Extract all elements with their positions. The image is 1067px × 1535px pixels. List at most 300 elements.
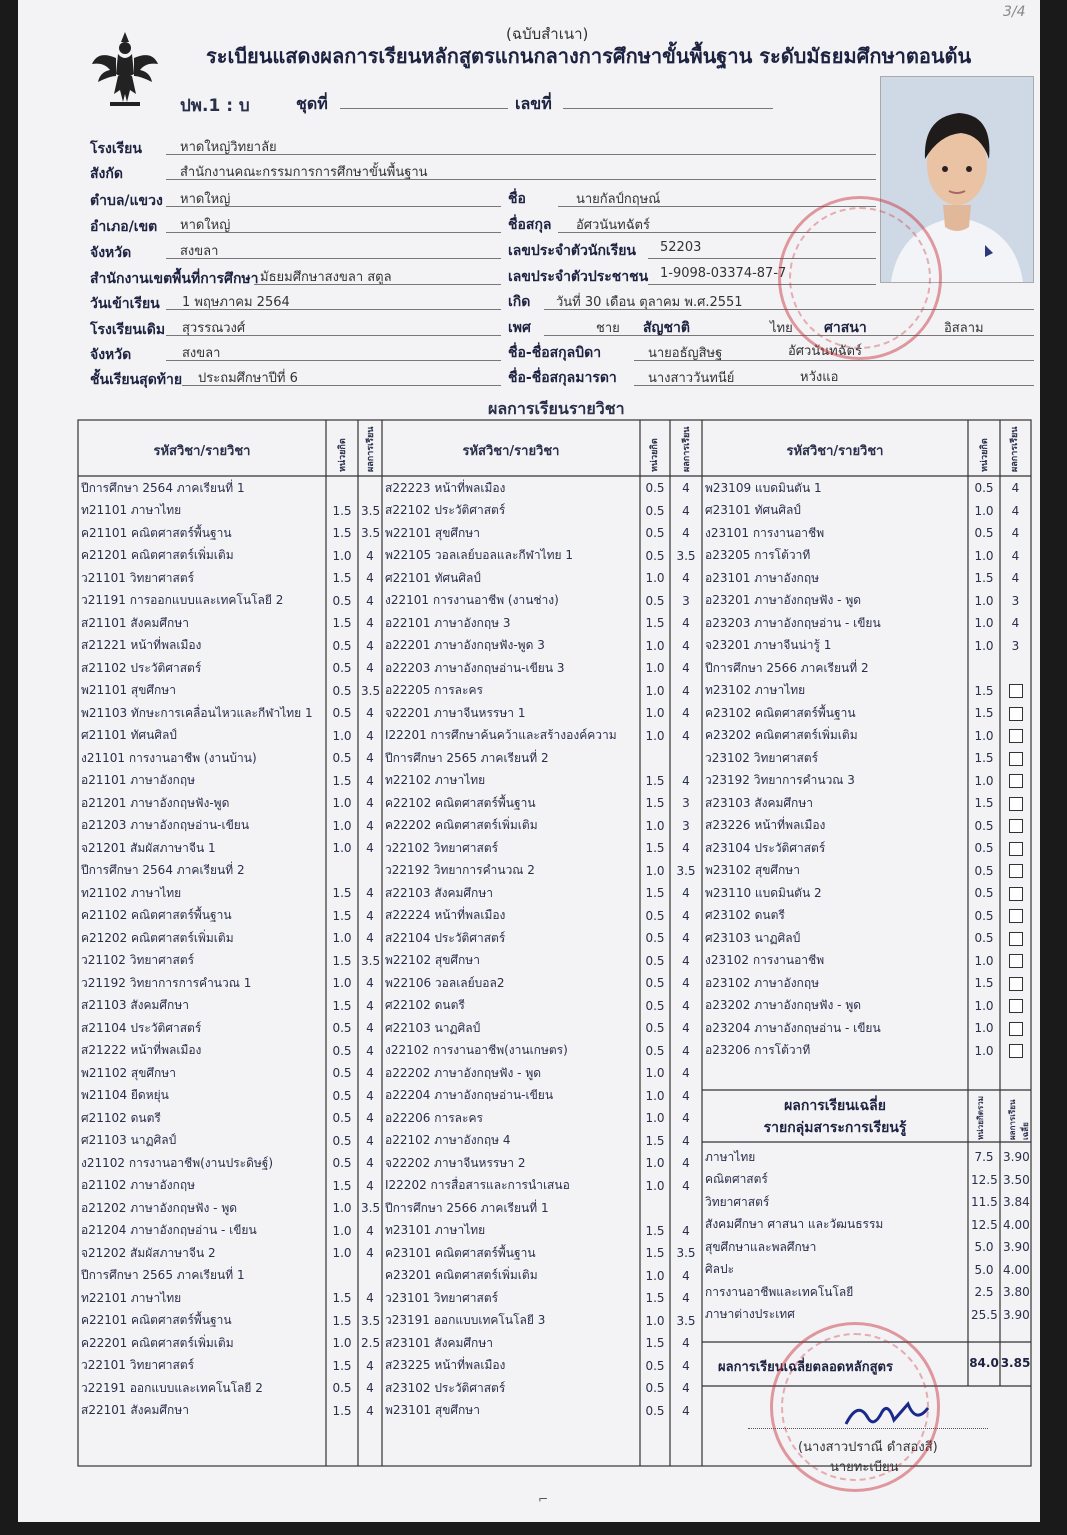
- subject-cell: ปีการศึกษา 2564 ภาคเรียนที่ 2: [81, 863, 245, 878]
- credit-cell: 1.5: [645, 1291, 665, 1306]
- grade-cell: [358, 1265, 382, 1288]
- grade-cell: 4: [366, 706, 374, 721]
- grade-cell: 4: [1011, 526, 1020, 541]
- grade-cell: [1000, 680, 1031, 703]
- grade-cell: 4: [682, 481, 690, 496]
- subject-cell: พ21103 ทักษะการเคลื่อนไหวและกีฬาไทย 1: [81, 705, 313, 720]
- subject-cell: ศ22101 ทัศนศิลป์: [385, 570, 481, 585]
- table-row: [382, 1130, 702, 1153]
- table-row: [78, 725, 382, 748]
- subject-cell: อ22205 การละคร: [385, 683, 483, 698]
- grade-cell: 4: [366, 571, 374, 586]
- province-value: สงขลา: [180, 244, 219, 259]
- credit-cell: 1.0: [332, 1246, 352, 1261]
- subject-cell: อ21204 ภาษาอังกฤษอ่าน - เขียน: [81, 1223, 257, 1238]
- grade-cell: 4: [366, 1156, 374, 1171]
- subject-cell: อ22201 ภาษาอังกฤษฟัง-พูด 3: [385, 638, 545, 653]
- table-row: [78, 1310, 382, 1333]
- col1-subject-header: รหัสวิชา/รายวิชา: [153, 444, 251, 459]
- table-row: [702, 792, 1031, 815]
- credit-cell: 1.0: [332, 1336, 352, 1351]
- subject-cell: อ22102 ภาษาอังกฤษ 4: [385, 1133, 511, 1148]
- subject-cell: ส23101 สังคมศึกษา: [385, 1335, 493, 1350]
- subject-cell: วิทยาศาสตร์: [705, 1194, 770, 1209]
- subject-cell: ส21221 หน้าที่พลเมือง: [81, 638, 202, 653]
- grade-cell: 4: [1011, 571, 1020, 586]
- table-row: [382, 1085, 702, 1108]
- prev-province-label: จังหวัด: [90, 347, 132, 363]
- subject-cell: ว22192 วิทยาการคำนวณ 2: [385, 863, 535, 878]
- nationality-value: ไทย: [770, 321, 793, 336]
- table-row: [78, 590, 382, 613]
- table-row: [78, 770, 382, 793]
- set-label: ชุดที่: [296, 94, 328, 113]
- subject-cell: ส21104 ประวัติศาสตร์: [81, 1020, 202, 1035]
- birth-value: วันที่ 30 เดือน ตุลาคม พ.ศ.2551: [556, 295, 743, 310]
- subject-cell: ท22102 ภาษาไทย: [385, 773, 486, 788]
- subject-cell: ศ23103 นาฏศิลป์: [705, 930, 801, 945]
- credit-cell: 1.0: [332, 841, 352, 856]
- religion-value: อิสลาม: [944, 321, 984, 336]
- grade-cell: 3.90: [1003, 1240, 1030, 1255]
- table-row: [702, 1281, 1031, 1304]
- subject-cell: ปีการศึกษา 2565 ภาคเรียนที่ 1: [81, 1268, 245, 1283]
- table-row: [78, 1287, 382, 1310]
- credit-cell: 0.5: [645, 976, 665, 991]
- credit-cell: 1.0: [645, 818, 665, 833]
- credit-cell: 0.5: [974, 481, 994, 496]
- credit-cell: 1.5: [332, 773, 352, 788]
- district-value: หาดใหญ่: [180, 218, 231, 233]
- table-row: [78, 1130, 382, 1153]
- empty-grade-box-icon: [1009, 752, 1023, 766]
- footer-mark-icon: ⌐: [538, 1492, 549, 1506]
- credit-cell: 0.5: [332, 1111, 352, 1126]
- credit-cell: 1.0: [974, 1043, 994, 1058]
- col2-grade-header: ผลการเรียน: [682, 426, 692, 472]
- subject-cell: อ22202 ภาษาอังกฤษฟัง - พูด: [385, 1065, 542, 1080]
- subdistrict-label: ตำบล/แขวง: [90, 193, 163, 209]
- grade-cell: 3: [682, 796, 690, 811]
- table-row: [382, 770, 702, 793]
- credit-cell: 1.0: [645, 683, 665, 698]
- table-row: [702, 747, 1031, 770]
- credit-cell: 1.0: [645, 728, 665, 743]
- birth-label: เกิด: [508, 294, 531, 310]
- credit-cell: 0.5: [645, 503, 665, 518]
- subject-cell: ค23102 คณิตศาสตร์พื้นฐาน: [705, 705, 856, 720]
- table-row: [78, 1332, 382, 1355]
- name-value: นายกัลป์กฤษณ์: [576, 192, 661, 207]
- subject-cell: ศ22102 ดนตรี: [385, 998, 465, 1013]
- credit-cell: [326, 477, 358, 500]
- table-row: [78, 837, 382, 860]
- grade-cell: 3.5: [361, 953, 381, 968]
- grade-cell: 4: [682, 1336, 690, 1351]
- table-row: [702, 657, 1031, 680]
- grade-cell: [1000, 815, 1031, 838]
- grade-cell: 3.5: [676, 1246, 696, 1261]
- col1-grade-header: ผลการเรียน: [366, 426, 376, 472]
- credit-cell: 0.5: [974, 863, 994, 878]
- table-row: [78, 792, 382, 815]
- credit-cell: 1.0: [645, 1178, 665, 1193]
- table-row: [702, 500, 1031, 523]
- table-row: [78, 702, 382, 725]
- grade-cell: 4: [682, 616, 690, 631]
- subject-cell: พ21102 สุขศึกษา: [81, 1065, 176, 1080]
- table-row: [382, 500, 702, 523]
- subject-cell: ค22202 คณิตศาสตร์เพิ่มเติม: [385, 818, 538, 833]
- results-column-2: [382, 477, 702, 1422]
- grade-cell: [670, 747, 702, 770]
- grade-cell: 4: [682, 773, 690, 788]
- subject-cell: ปีการศึกษา 2565 ภาคเรียนที่ 2: [385, 750, 549, 765]
- student-id-label: เลขประจำตัวนักเรียน: [508, 243, 637, 259]
- table-row: [382, 1287, 702, 1310]
- subject-cell: พ23110 แบดมินตัน 2: [705, 885, 822, 900]
- table-row: [702, 1146, 1031, 1169]
- subject-cell: พ23101 สุขศึกษา: [385, 1403, 480, 1418]
- subject-cell: ส21101 สังคมศึกษา: [81, 615, 189, 630]
- surname-value: อัศวนันทฉัตร์: [576, 218, 650, 233]
- grade-cell: 4: [366, 1088, 374, 1103]
- credit-cell: 0.5: [332, 1021, 352, 1036]
- grade-cell: [1000, 702, 1031, 725]
- credit-cell: 0.5: [645, 953, 665, 968]
- credit-cell: 0.5: [974, 931, 994, 946]
- table-row: [382, 702, 702, 725]
- credit-cell: 0.5: [332, 1381, 352, 1396]
- province-label: จังหวัด: [90, 245, 132, 261]
- subject-cell: ว22191 ออกแบบและเทคโนโลยี 2: [81, 1380, 263, 1395]
- col1-credit-header: หน่วยกิต: [338, 438, 348, 472]
- citizen-id-label: เลขประจำตัวประชาชน: [508, 269, 649, 285]
- table-row: [78, 995, 382, 1018]
- table-row: [382, 1220, 702, 1243]
- grade-cell: 4: [366, 1021, 374, 1036]
- grade-cell: 3.90: [1003, 1150, 1030, 1165]
- credit-cell: 1.5: [974, 751, 994, 766]
- credit-cell: 0.5: [332, 661, 352, 676]
- page-mark: 3/4: [1003, 4, 1026, 20]
- subject-cell: อ22206 การละคร: [385, 1110, 483, 1125]
- subject-cell: ง22102 การงานอาชีพ(งานเกษตร): [385, 1043, 568, 1058]
- subject-cell: ศ21103 นาฏศิลป์: [81, 1133, 177, 1148]
- credit-cell: 1.5: [332, 571, 352, 586]
- grade-cell: 4: [682, 1066, 690, 1081]
- grade-cell: 4.00: [1003, 1262, 1030, 1277]
- grade-cell: 4: [366, 1246, 374, 1261]
- summary-title-1: ผลการเรียนเฉลี่ย: [784, 1098, 886, 1114]
- credit-cell: 1.5: [974, 796, 994, 811]
- table-row: [702, 1191, 1031, 1214]
- subject-cell: ปีการศึกษา 2566 ภาคเรียนที่ 2: [705, 660, 869, 675]
- subject-cell: อ23204 ภาษาอังกฤษอ่าน - เขียน: [705, 1020, 881, 1035]
- grade-cell: 3.5: [361, 683, 381, 698]
- summary-credit-header: หน่วยกิตรวม: [976, 1095, 985, 1140]
- grade-cell: 3: [682, 593, 690, 608]
- grade-cell: 4: [366, 661, 374, 676]
- credit-cell: 1.0: [645, 1088, 665, 1103]
- credit-cell: 1.5: [332, 953, 352, 968]
- subject-cell: ปีการศึกษา 2566 ภาคเรียนที่ 1: [385, 1200, 549, 1215]
- grade-cell: [1000, 882, 1031, 905]
- results-column-3: [702, 477, 1031, 1062]
- sex-label: เพศ: [508, 320, 531, 336]
- grade-cell: 4: [682, 1178, 690, 1193]
- grade-cell: 4: [682, 1403, 690, 1418]
- subject-cell: พ23109 แบดมินตัน 1: [705, 480, 822, 495]
- table-row: [382, 1332, 702, 1355]
- table-row: [382, 950, 702, 973]
- table-row: [382, 882, 702, 905]
- table-row: [78, 1107, 382, 1130]
- credit-cell: 1.5: [974, 706, 994, 721]
- empty-grade-box-icon: [1009, 1022, 1023, 1036]
- table-row: [702, 995, 1031, 1018]
- credit-cell: 0.5: [645, 1043, 665, 1058]
- table-row: [382, 747, 702, 770]
- subject-cell: จ22202 ภาษาจีนหรรษา 2: [385, 1155, 526, 1170]
- credit-cell: [640, 747, 670, 770]
- credit-cell: 1.5: [332, 1358, 352, 1373]
- table-row: [78, 950, 382, 973]
- credit-cell: 0.5: [645, 1403, 665, 1418]
- grade-cell: 4: [366, 998, 374, 1013]
- grade-cell: 3.90: [1003, 1307, 1030, 1322]
- credit-cell: 0.5: [332, 706, 352, 721]
- table-row: [382, 1310, 702, 1333]
- subject-cell: อ22204 ภาษาอังกฤษอ่าน-เขียน: [385, 1088, 554, 1103]
- grade-cell: [1000, 950, 1031, 973]
- subject-cell: จ23201 ภาษาจีนน่ารู้ 1: [705, 638, 832, 653]
- table-row: [382, 995, 702, 1018]
- table-row: [702, 1169, 1031, 1192]
- table-row: [78, 522, 382, 545]
- grade-cell: 3.5: [361, 526, 381, 541]
- credit-cell: [640, 1197, 670, 1220]
- subject-cell: อ21202 ภาษาอังกฤษฟัง - พูด: [81, 1200, 238, 1215]
- grade-cell: 4: [1011, 548, 1020, 563]
- credit-cell: 1.5: [332, 1291, 352, 1306]
- number-label: เลขที่: [515, 94, 552, 113]
- table-row: [702, 950, 1031, 973]
- credit-cell: 1.0: [974, 728, 994, 743]
- grade-cell: 4: [366, 1133, 374, 1148]
- school-value: หาดใหญ่วิทยาลัย: [180, 140, 277, 155]
- subject-cell: ส22223 หน้าที่พลเมือง: [385, 480, 506, 495]
- grade-cell: 4: [366, 1066, 374, 1081]
- grade-cell: 4: [682, 683, 690, 698]
- table-row: [78, 635, 382, 658]
- table-row: [78, 1062, 382, 1085]
- table-row: [78, 1355, 382, 1378]
- grade-cell: 4: [366, 931, 374, 946]
- grade-cell: 4: [366, 1043, 374, 1058]
- credit-cell: 1.0: [332, 818, 352, 833]
- document-title: ระเบียนแสดงผลการเรียนหลักสูตรแกนกลางการศึกษาขั้นพื้นฐาน ระดับมัธยมศึกษาตอนต้น: [206, 44, 972, 68]
- credit-cell: 0.5: [645, 526, 665, 541]
- credit-cell: 1.5: [974, 683, 994, 698]
- credit-cell: 2.5: [974, 1285, 994, 1300]
- table-row: [702, 1214, 1031, 1237]
- credit-cell: 1.0: [645, 661, 665, 676]
- credit-cell: 12.5: [971, 1172, 998, 1187]
- grade-cell: 4: [682, 728, 690, 743]
- table-row: [382, 815, 702, 838]
- col3-subject-header: รหัสวิชา/รายวิชา: [786, 444, 884, 459]
- subject-cell: จ22201 ภาษาจีนหรรษา 1: [385, 705, 526, 720]
- credit-cell: 1.0: [974, 998, 994, 1013]
- table-row: [702, 567, 1031, 590]
- credit-cell: 1.0: [332, 796, 352, 811]
- credit-cell: 1.0: [974, 503, 994, 518]
- table-row: [78, 1265, 382, 1288]
- grade-cell: 4: [366, 773, 374, 788]
- subject-cell: การงานอาชีพและเทคโนโลยี: [705, 1284, 854, 1299]
- credit-cell: 1.0: [645, 863, 665, 878]
- grade-cell: 3.5: [676, 548, 696, 563]
- grade-cell: 4: [682, 976, 690, 991]
- grade-cell: 4: [366, 616, 374, 631]
- credit-cell: 1.0: [974, 593, 994, 608]
- table-row: [382, 1017, 702, 1040]
- credit-cell: 1.5: [974, 976, 994, 991]
- credit-cell: 0.5: [645, 1358, 665, 1373]
- grade-cell: 4: [366, 1178, 374, 1193]
- grade-cell: 4: [366, 841, 374, 856]
- table-row: [382, 1175, 702, 1198]
- grade-cell: 3: [682, 818, 690, 833]
- credit-cell: 0.5: [645, 908, 665, 923]
- grade-cell: 4: [366, 908, 374, 923]
- table-row: [702, 927, 1031, 950]
- credit-cell: 7.5: [974, 1150, 994, 1165]
- table-row: [78, 1242, 382, 1265]
- grade-cell: 4: [366, 1381, 374, 1396]
- grade-cell: 3.80: [1003, 1285, 1030, 1300]
- table-row: [382, 612, 702, 635]
- col3-credit-header: หน่วยกิต: [980, 438, 990, 472]
- table-row: [78, 860, 382, 883]
- summary-table: [702, 1146, 1031, 1326]
- results-column-1: [78, 477, 382, 1422]
- grade-cell: 4: [682, 1223, 690, 1238]
- subject-cell: จ21202 สัมผัสภาษาจีน 2: [81, 1245, 216, 1260]
- subject-cell: พ21104 ยืดหยุ่น: [81, 1088, 169, 1103]
- credit-cell: 0.5: [332, 1088, 352, 1103]
- affiliation-label: สังกัด: [90, 166, 123, 182]
- grade-cell: 2.5: [361, 1336, 381, 1351]
- credit-cell: 12.5: [971, 1217, 998, 1232]
- subject-cell: ศ22103 นาฏศิลป์: [385, 1020, 481, 1035]
- table-row: [702, 635, 1031, 658]
- grade-cell: 4: [1011, 616, 1020, 631]
- table-row: [382, 860, 702, 883]
- grade-cell: 4: [682, 526, 690, 541]
- credit-cell: 1.0: [332, 1223, 352, 1238]
- grade-cell: 4: [682, 953, 690, 968]
- grade-cell: 4: [366, 638, 374, 653]
- credit-cell: 1.0: [332, 548, 352, 563]
- grade-cell: 4: [682, 661, 690, 676]
- grade-cell: 3.5: [361, 1201, 381, 1216]
- table-row: [78, 680, 382, 703]
- table-row: [382, 635, 702, 658]
- subject-cell: ว23191 ออกแบบเทคโนโลยี 3: [385, 1313, 546, 1328]
- credit-cell: 0.5: [332, 1043, 352, 1058]
- grade-cell: 3.50: [1003, 1172, 1030, 1187]
- grade-cell: 4: [682, 1043, 690, 1058]
- table-row: [382, 1062, 702, 1085]
- subject-cell: ศ21102 ดนตรี: [81, 1110, 161, 1125]
- table-row: [702, 477, 1031, 500]
- table-row: [382, 1377, 702, 1400]
- subject-cell: ง23101 การงานอาชีพ: [705, 525, 825, 540]
- grade-cell: [1000, 905, 1031, 928]
- empty-grade-box-icon: [1009, 707, 1023, 721]
- empty-grade-box-icon: [1009, 864, 1023, 878]
- grade-cell: 3: [1011, 638, 1020, 653]
- credit-cell: 1.0: [974, 638, 994, 653]
- table-row: [702, 1259, 1031, 1282]
- credit-cell: 1.0: [974, 1021, 994, 1036]
- surname-label: ชื่อสกุล: [508, 217, 552, 233]
- subject-cell: สังคมศึกษา ศาสนา และวัฒนธรรม: [705, 1217, 884, 1232]
- subject-cell: พ21101 สุขศึกษา: [81, 683, 176, 698]
- subject-cell: จ21201 สัมผัสภาษาจีน 1: [81, 840, 216, 855]
- table-row: [382, 792, 702, 815]
- religion-label: ศาสนา: [824, 320, 867, 336]
- table-row: [382, 837, 702, 860]
- entry-date-value: 1 พฤษภาคม 2564: [182, 295, 290, 310]
- sex-value: ชาย: [596, 321, 620, 336]
- table-row: [78, 1017, 382, 1040]
- table-row: [702, 702, 1031, 725]
- credit-cell: 5.0: [974, 1240, 994, 1255]
- grade-cell: [1000, 972, 1031, 995]
- table-row: [702, 612, 1031, 635]
- subject-cell: ภาษาไทย: [705, 1149, 756, 1164]
- table-row: [382, 680, 702, 703]
- credit-cell: 1.0: [645, 1268, 665, 1283]
- summary-grade-header: ผลการเรียนเฉลี่ย: [1008, 1099, 1030, 1140]
- credit-cell: 1.0: [645, 1111, 665, 1126]
- table-row: [78, 657, 382, 680]
- grade-cell: 4: [682, 638, 690, 653]
- table-row: [382, 657, 702, 680]
- credit-cell: 0.5: [645, 593, 665, 608]
- grade-cell: 4: [682, 998, 690, 1013]
- credit-cell: 1.5: [645, 886, 665, 901]
- credit-cell: 0.5: [332, 1156, 352, 1171]
- subject-cell: ค23202 คณิตศาสตร์เพิ่มเติม: [705, 728, 858, 743]
- subject-cell: ค22102 คณิตศาสตร์พื้นฐาน: [385, 795, 536, 810]
- table-row: [702, 1017, 1031, 1040]
- subject-cell: อ23101 ภาษาอังกฤษ: [705, 570, 819, 585]
- subject-cell: ง22101 การงานอาชีพ (งานช่าง): [385, 593, 559, 608]
- credit-cell: 1.5: [332, 908, 352, 923]
- table-row: [702, 522, 1031, 545]
- subject-cell: พ22106 วอลเลย์บอล2: [385, 975, 505, 990]
- subject-cell: ส23102 ประวัติศาสตร์: [385, 1380, 506, 1395]
- credit-cell: 1.5: [645, 1246, 665, 1261]
- table-row: [702, 860, 1031, 883]
- district-label: อำเภอ/เขต: [90, 219, 158, 235]
- grade-cell: 4: [682, 1111, 690, 1126]
- credit-cell: 0.5: [645, 931, 665, 946]
